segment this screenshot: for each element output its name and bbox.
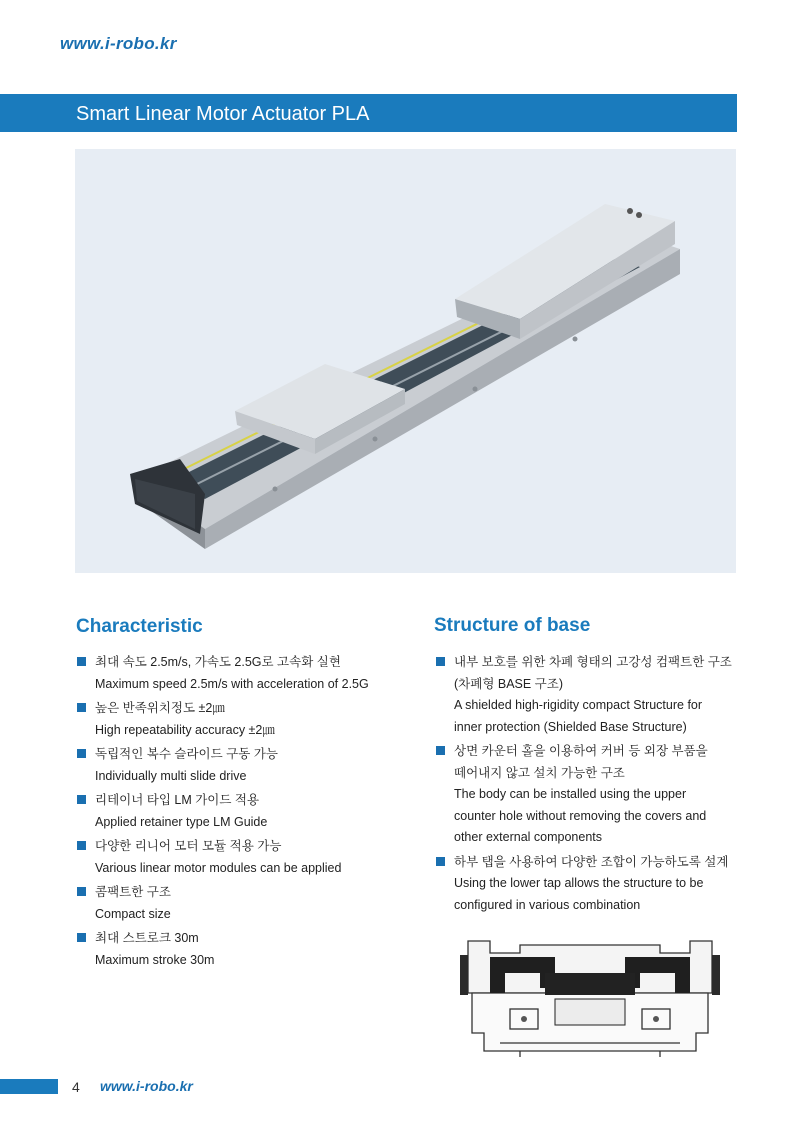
square-bullet-icon [77,657,86,666]
square-bullet-icon [436,657,445,666]
square-bullet-icon [77,795,86,804]
site-url-header[interactable]: www.i-robo.kr [60,34,177,53]
title-bar [0,94,737,132]
characteristic-list [76,652,406,974]
square-bullet-icon [77,887,86,896]
structure-heading: Structure of base [434,615,591,636]
list-item: 리테이너 타입 LM 가이드 적용 Applied retainer type LM Guide [76,790,406,833]
base-cross-section-diagram [460,933,720,1063]
linear-actuator-illustration [75,149,736,573]
square-bullet-icon [77,749,86,758]
list-item: 다양한 리니어 모터 모듈 적용 가능 Various linear motor modules can be applied [76,836,406,879]
page-title: Smart Linear Motor Actuator PLA [76,103,370,125]
square-bullet-icon [77,933,86,942]
list-item: 하부 탭을 사용하여 다양한 조합이 가능하도록 설계 Using the lower tap allows the structure to be configured in various combination [435,852,745,917]
square-bullet-icon [77,703,86,712]
list-item: 최대 스트로크 30m Maximum stroke 30m [76,928,406,971]
square-bullet-icon [77,841,86,850]
list-item: 높은 반족위치정도 ±2㎛ High repeatability accuracy ±2㎛ [76,698,406,741]
structure-list [435,652,745,919]
characteristic-heading: Characteristic [76,616,203,637]
product-image [75,149,736,573]
footer-accent-bar [0,1079,58,1094]
list-item: 내부 보호를 위한 차폐 형태의 고강성 컴팩트한 구조 (차폐형 BASE 구조) A shielded high-rigidity compact Structure for inner protection (Shielded Base Structure) [435,652,745,738]
list-item: 상면 카운터 홀을 이용하여 커버 등 외장 부품을 떼어내지 않고 설치 가능한 구조 The body can be installed using the upper counter hole without removing the covers and other external components [435,741,745,849]
list-item: 콤팩트한 구조 Compact size [76,882,406,925]
square-bullet-icon [436,857,445,866]
site-url-footer[interactable]: www.i-robo.kr [100,1078,193,1094]
square-bullet-icon [436,746,445,755]
list-item: 독립적인 복수 슬라이드 구동 가능 Individually multi slide drive [76,744,406,787]
page-number: 4 [72,1079,80,1095]
list-item: 최대 속도 2.5m/s, 가속도 2.5G로 고속화 실현 Maximum speed 2.5m/s with acceleration of 2.5G [76,652,406,695]
